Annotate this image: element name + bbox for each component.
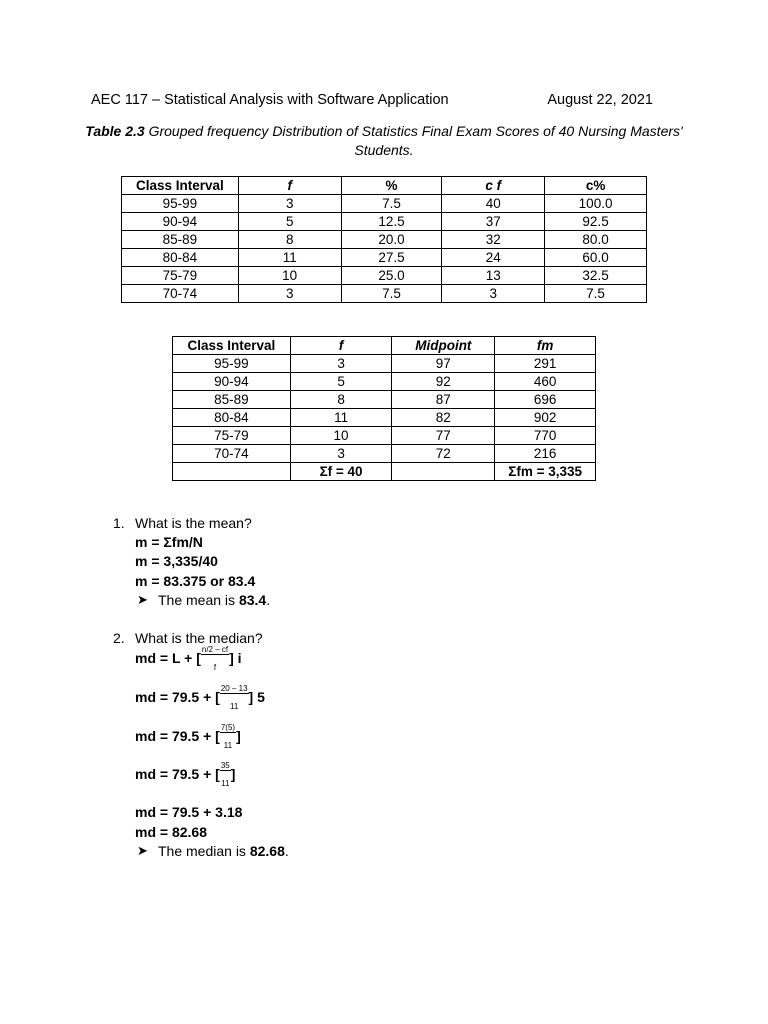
table-row xyxy=(173,427,596,445)
table-row xyxy=(122,267,647,285)
table-cell: 90-94 xyxy=(173,373,291,391)
table-cell: 10 xyxy=(238,267,341,285)
table-cell: 10 xyxy=(290,427,392,445)
document-date: August 22, 2021 xyxy=(547,92,653,108)
total-cell: Σf = 40 xyxy=(290,463,392,481)
totals-row xyxy=(173,463,596,481)
table-cell: 5 xyxy=(238,213,341,231)
table-cell: 3 xyxy=(238,285,341,303)
table-row xyxy=(173,355,596,373)
median-answer: The median is 82.68. xyxy=(158,843,289,859)
table-cell: 80-84 xyxy=(122,249,239,267)
table-cell: 696 xyxy=(495,391,596,409)
table-cell: 72 xyxy=(392,445,495,463)
table-cell: 70-74 xyxy=(173,445,291,463)
table-cell: 90-94 xyxy=(122,213,239,231)
frequency-table xyxy=(121,176,647,303)
table-cell: 77 xyxy=(392,427,495,445)
question-number: 2. xyxy=(113,630,125,646)
table-row xyxy=(122,249,647,267)
table-row xyxy=(122,285,647,303)
mean-step: m = Σfm/N xyxy=(135,534,203,550)
total-cell: Σfm = 3,335 xyxy=(495,463,596,481)
table-cell: 27.5 xyxy=(341,249,442,267)
table-cell: 7.5 xyxy=(545,285,647,303)
table-caption xyxy=(60,122,708,160)
table-row xyxy=(173,409,596,427)
column-header: f xyxy=(238,177,341,195)
caption-text: Grouped frequency Distribution of Statistics Final Exam Scores of 40 Nursing Masters' Students. xyxy=(144,123,683,158)
table-cell: 216 xyxy=(495,445,596,463)
table-cell: 80.0 xyxy=(545,231,647,249)
column-header: c f xyxy=(442,177,545,195)
table-cell: 37 xyxy=(442,213,545,231)
table-header-row xyxy=(173,337,596,355)
table-cell: 92.5 xyxy=(545,213,647,231)
table-cell: 11 xyxy=(238,249,341,267)
median-formula: md = L + [ $\frac{n/2 - cf}{f}$ ] i xyxy=(135,645,242,672)
document-header xyxy=(91,92,653,108)
table-cell: 13 xyxy=(442,267,545,285)
table-cell: 11 xyxy=(290,409,392,427)
mean-step: m = 83.375 or 83.4 xyxy=(135,573,256,589)
table-cell: 3 xyxy=(442,285,545,303)
table-label: Table 2.3 xyxy=(85,123,145,139)
table-cell: 902 xyxy=(495,409,596,427)
table-row xyxy=(173,391,596,409)
column-header: % xyxy=(341,177,442,195)
arrowhead-bullet-icon: ➤ xyxy=(137,592,148,607)
median-step: md = 82.68 xyxy=(135,824,207,840)
mean-answer: The mean is 83.4. xyxy=(158,592,271,608)
table-cell: 20.0 xyxy=(341,231,442,249)
table-cell: 25.0 xyxy=(341,267,442,285)
table-cell: 95-99 xyxy=(122,195,239,213)
table-cell: 5 xyxy=(290,373,392,391)
column-header: c% xyxy=(545,177,647,195)
table-row xyxy=(122,195,647,213)
table-cell: 7.5 xyxy=(341,195,442,213)
table-cell: 32 xyxy=(442,231,545,249)
table-cell: 75-79 xyxy=(173,427,291,445)
column-header: fm xyxy=(495,337,596,355)
midpoint-table xyxy=(172,336,596,481)
table-cell: 70-74 xyxy=(122,285,239,303)
table-cell: 75-79 xyxy=(122,267,239,285)
table-cell: 40 xyxy=(442,195,545,213)
table-cell: 85-89 xyxy=(122,231,239,249)
table-cell: 12.5 xyxy=(341,213,442,231)
table-cell: 82 xyxy=(392,409,495,427)
question-number: 1. xyxy=(113,515,125,531)
total-cell xyxy=(392,463,495,481)
table-row xyxy=(173,373,596,391)
table-cell: 32.5 xyxy=(545,267,647,285)
column-header: Midpoint xyxy=(392,337,495,355)
table-header-row xyxy=(122,177,647,195)
table-cell: 3 xyxy=(290,445,392,463)
median-step: md = 79.5 + [ $\frac{20 - 13}{11}$ ] 5 xyxy=(135,684,265,711)
table-cell: 87 xyxy=(392,391,495,409)
table-cell: 97 xyxy=(392,355,495,373)
table-row xyxy=(122,231,647,249)
table-cell: 80-84 xyxy=(173,409,291,427)
table-cell: 60.0 xyxy=(545,249,647,267)
column-header: Class Interval xyxy=(173,337,291,355)
question-text: What is the median? xyxy=(135,630,263,646)
table-cell: 460 xyxy=(495,373,596,391)
mean-step: m = 3,335/40 xyxy=(135,553,218,569)
table-cell: 3 xyxy=(238,195,341,213)
median-step: md = 79.5 + [ $\frac{35}{11}$ ] xyxy=(135,761,236,788)
table-cell: 85-89 xyxy=(173,391,291,409)
arrowhead-bullet-icon: ➤ xyxy=(137,843,148,858)
table-cell: 770 xyxy=(495,427,596,445)
table-cell: 8 xyxy=(290,391,392,409)
table-cell: 7.5 xyxy=(341,285,442,303)
table-cell: 92 xyxy=(392,373,495,391)
table-cell: 8 xyxy=(238,231,341,249)
table-cell: 95-99 xyxy=(173,355,291,373)
total-cell xyxy=(173,463,291,481)
table-cell: 291 xyxy=(495,355,596,373)
column-header: f xyxy=(290,337,392,355)
table-row xyxy=(122,213,647,231)
question-text: What is the mean? xyxy=(135,515,252,531)
column-header: Class Interval xyxy=(122,177,239,195)
table-row xyxy=(173,445,596,463)
table-cell: 100.0 xyxy=(545,195,647,213)
table-cell: 24 xyxy=(442,249,545,267)
median-step: md = 79.5 + 3.18 xyxy=(135,804,243,820)
table-cell: 3 xyxy=(290,355,392,373)
course-title: AEC 117 – Statistical Analysis with Software Application xyxy=(91,92,449,108)
median-step: md = 79.5 + [ $\frac{7(5)}{11}$ ] xyxy=(135,723,241,750)
